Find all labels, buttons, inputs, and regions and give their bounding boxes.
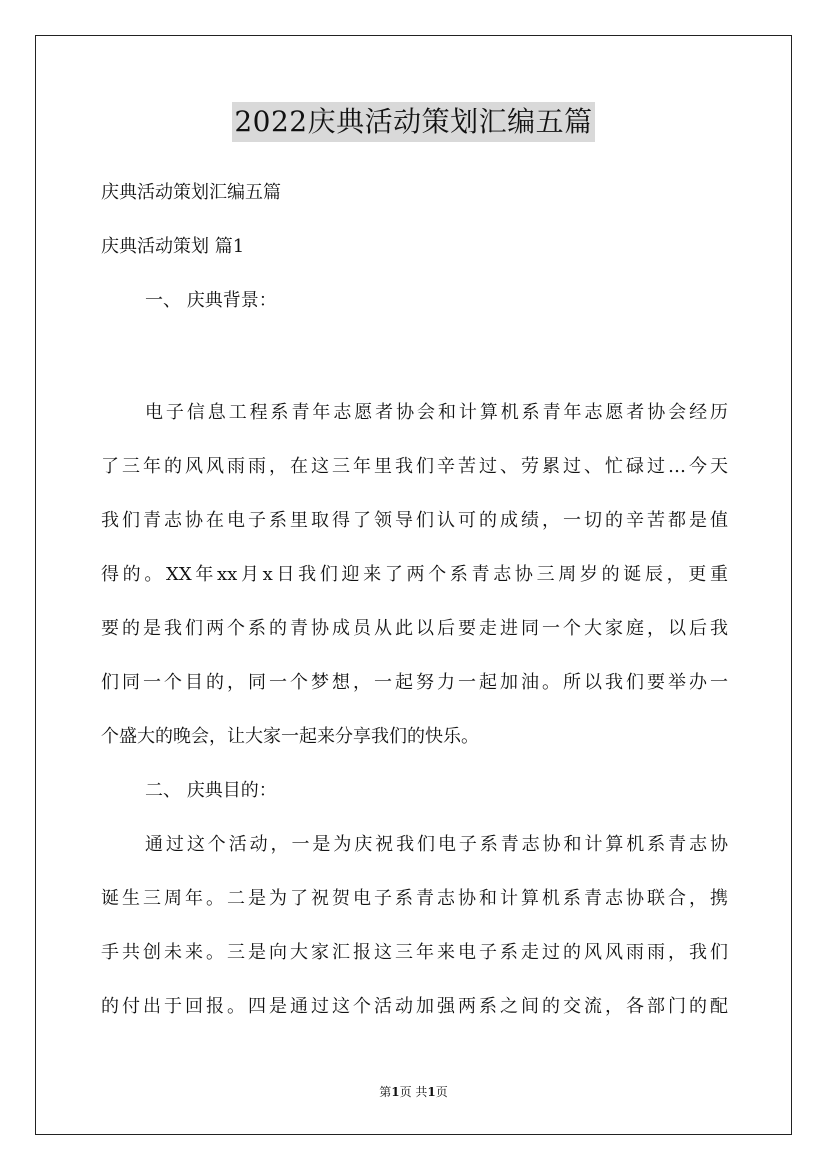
paragraph-line: 我们青志协在电子系里取得了领导们认可的成绩，一切的辛苦都是值 (101, 510, 728, 531)
footer-page-mid: 页 共 (399, 1085, 428, 1099)
footer-page-prefix: 第 (379, 1085, 392, 1099)
footer-page-current: 1 (391, 1085, 400, 1099)
paragraph-line: 要的是我们两个系的青协成员从此以后要走进同一个大家庭，以后我 (101, 618, 728, 639)
paragraph-line: 诞生三周年。二是为了祝贺电子系青志协和计算机系青志协联合，携 (101, 888, 728, 909)
title-container (0, 102, 827, 142)
paragraph-line: 了三年的风风雨雨，在这三年里我们辛苦过、劳累过、忙碌过…今天 (101, 456, 728, 477)
document-body (101, 170, 728, 1038)
footer-page-suffix: 页 (435, 1085, 448, 1099)
section-heading-background: 一、 庆典背景： (145, 290, 277, 311)
section-heading-purpose: 二、 庆典目的： (145, 780, 277, 801)
document-title: 2022庆典活动策划汇编五篇 (232, 102, 594, 142)
blank-spacer (101, 332, 728, 390)
paragraph-line: 的付出于回报。四是通过这个活动加强两系之间的交流，各部门的配 (101, 996, 728, 1017)
paragraph-line: 通过这个活动，一是为庆祝我们电子系青志协和计算机系青志协 (145, 834, 728, 855)
paragraph-purpose (101, 822, 728, 1038)
footer-page-total: 1 (427, 1085, 436, 1099)
paragraph-line: 们同一个目的，同一个梦想，一起努力一起加油。所以我们要举办一 (101, 672, 728, 693)
paragraph-line: 个盛大的晚会，让大家一起来分享我们的快乐。 (101, 726, 479, 747)
paragraph-line: 得的。XX年xx月x日我们迎来了两个系青志协三周岁的诞辰，更重 (101, 564, 728, 585)
paragraph-line: 手共创未来。三是向大家汇报这三年来电子系走过的风风雨雨，我们 (101, 942, 728, 963)
paragraph-background (101, 390, 728, 768)
page-footer (0, 1083, 827, 1100)
paragraph-line: 电子信息工程系青年志愿者协会和计算机系青年志愿者协会经历 (145, 402, 728, 423)
document-subtitle: 庆典活动策划汇编五篇 (101, 182, 281, 203)
part-heading: 庆典活动策划 篇1 (101, 236, 245, 257)
